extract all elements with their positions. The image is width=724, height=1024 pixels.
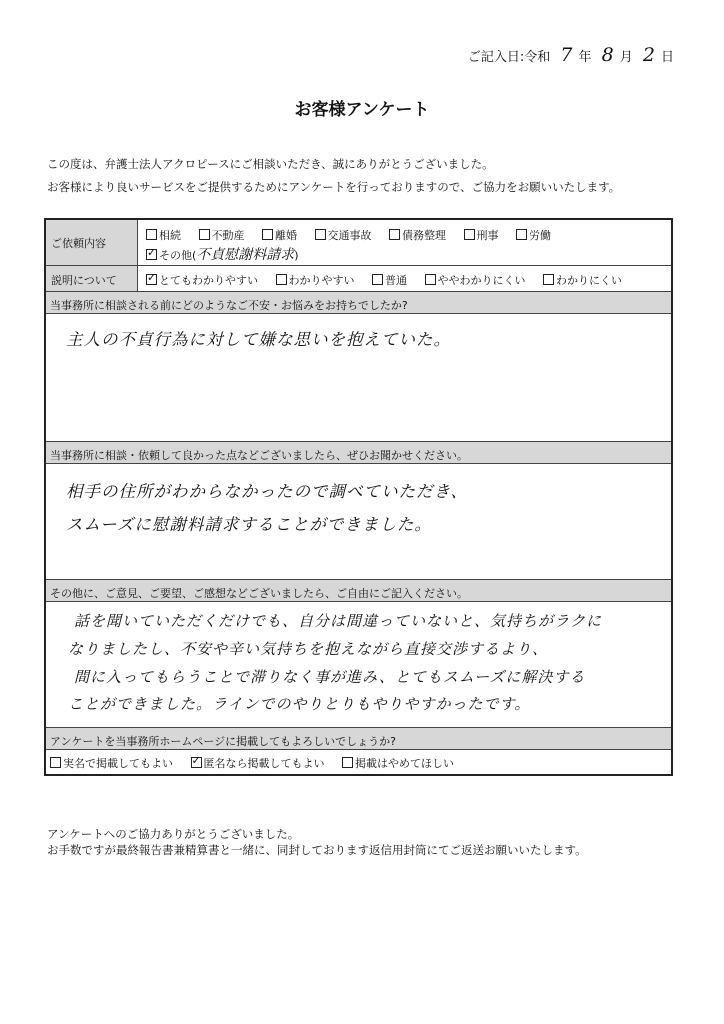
explanation-option[interactable]: 普通 <box>372 272 407 288</box>
publish-option[interactable]: 掲載はやめてほしい <box>342 755 454 771</box>
explanation-label: 説明について <box>46 266 138 291</box>
q1-answer-line: 主人の不貞行為に対して嫌な思いを抱えていた。 <box>66 330 451 349</box>
month-unit: 月 <box>619 50 633 65</box>
request-option[interactable]: 労働 <box>516 227 551 243</box>
q1-question: 当事務所に相談される前にどのようなご不安・お悩みをお持ちでしたか? <box>46 292 671 314</box>
request-option[interactable]: 離婚 <box>262 227 297 243</box>
checkbox-icon <box>315 229 326 240</box>
q2-answer-line: スムーズに慰謝料請求することができました。 <box>66 515 432 534</box>
request-label: ご依頼内容 <box>46 220 138 265</box>
request-option[interactable]: 交通事故 <box>315 227 372 243</box>
q2-question: 当事務所に相談・依頼して良かった点などございましたら、ぜひお聞かせください。 <box>46 442 671 464</box>
checkbox-icon <box>543 274 554 285</box>
q3-answer-line: なりましたし、不安や辛い気持ちを抱えながら直接交渉するより、 <box>68 640 549 658</box>
checkbox-icon <box>50 757 61 768</box>
q2-answer-area[interactable] <box>46 464 671 580</box>
day-value: 2 <box>642 44 655 66</box>
checked-checkbox-icon <box>191 757 202 768</box>
checkbox-icon <box>464 229 475 240</box>
publish-option[interactable]: 実名で掲載してもよい <box>50 755 173 771</box>
q3-answer-line: 間に入ってもらうことで滞りなく事が進み、とてもスムーズに解決する <box>74 668 586 686</box>
page-title: お客様アンケート <box>294 100 430 120</box>
intro-line-2: お客様により良いサービスをご提供するためにアンケートを行っておりますので、ご協力をお願いいたします。 <box>47 180 621 194</box>
checkbox-icon <box>372 274 383 285</box>
intro-line-1: この度は、弁護士法人アクロピースにご相談いただき、誠にありがとうございました。 <box>47 157 494 171</box>
request-row <box>46 220 671 266</box>
q3-answer-line: ことができました。ラインでのやりとりもやりやすかったです。 <box>68 695 531 713</box>
request-option[interactable]: 不動産 <box>199 227 245 243</box>
request-other[interactable]: ✓その他(不貞慰謝料請求) <box>146 244 299 264</box>
entry-date <box>468 44 674 66</box>
explanation-option[interactable]: わかりにくい <box>543 272 622 288</box>
explanation-option[interactable]: ✓ とてもわかりやすい <box>146 272 258 288</box>
year-value: 7 <box>560 44 573 66</box>
outro-line-2: お手数ですが最終報告書兼精算書と一緒に、同封しております返信用封筒にてご返送お願いいたします。 <box>47 843 587 857</box>
explanation-row <box>46 266 671 292</box>
outro-line-1: アンケートへのご協力ありがとうございました。 <box>47 827 300 841</box>
month-value: 8 <box>601 44 614 66</box>
publish-question: アンケートを当事務所ホームページに掲載してもよろしいでしょうか? <box>46 728 671 750</box>
survey-form <box>44 218 673 776</box>
explanation-option[interactable]: ややわかりにくい <box>425 272 526 288</box>
checkbox-icon <box>276 274 287 285</box>
explanation-option[interactable]: わかりやすい <box>276 272 355 288</box>
publish-option[interactable]: ✓ 匿名なら掲載してもよい <box>191 755 325 771</box>
request-options <box>146 227 565 243</box>
date-label: ご記入日: <box>467 50 525 65</box>
checkbox-icon <box>262 229 273 240</box>
year-unit: 年 <box>578 50 592 65</box>
checked-checkbox-icon <box>146 249 157 260</box>
request-option[interactable]: 相続 <box>146 227 181 243</box>
q3-answer-area[interactable] <box>46 602 671 728</box>
request-option[interactable]: 債務整理 <box>389 227 446 243</box>
q1-answer-area[interactable] <box>46 314 671 442</box>
checkbox-icon <box>389 229 400 240</box>
checkbox-icon <box>342 757 353 768</box>
checkbox-icon <box>199 229 210 240</box>
day-unit: 日 <box>660 50 674 65</box>
checked-checkbox-icon <box>146 274 157 285</box>
q3-answer-line: 話を聞いていただくだけでも、自分は間違っていないと、気持ちがラクに <box>74 612 603 630</box>
checkbox-icon <box>516 229 527 240</box>
request-other-value: 不貞慰謝料請求 <box>196 247 295 263</box>
publish-options <box>46 750 671 774</box>
q3-question: その他に、ご意見、ご要望、ご感想などございましたら、ご自由にご記入ください。 <box>46 580 671 602</box>
request-option[interactable]: 刑事 <box>464 227 499 243</box>
checkbox-icon <box>146 229 157 240</box>
explanation-options <box>146 272 636 288</box>
era: 令和 <box>524 50 551 65</box>
checkbox-icon <box>425 274 436 285</box>
q2-answer-line: 相手の住所がわからなかったので調べていただき、 <box>66 482 468 501</box>
